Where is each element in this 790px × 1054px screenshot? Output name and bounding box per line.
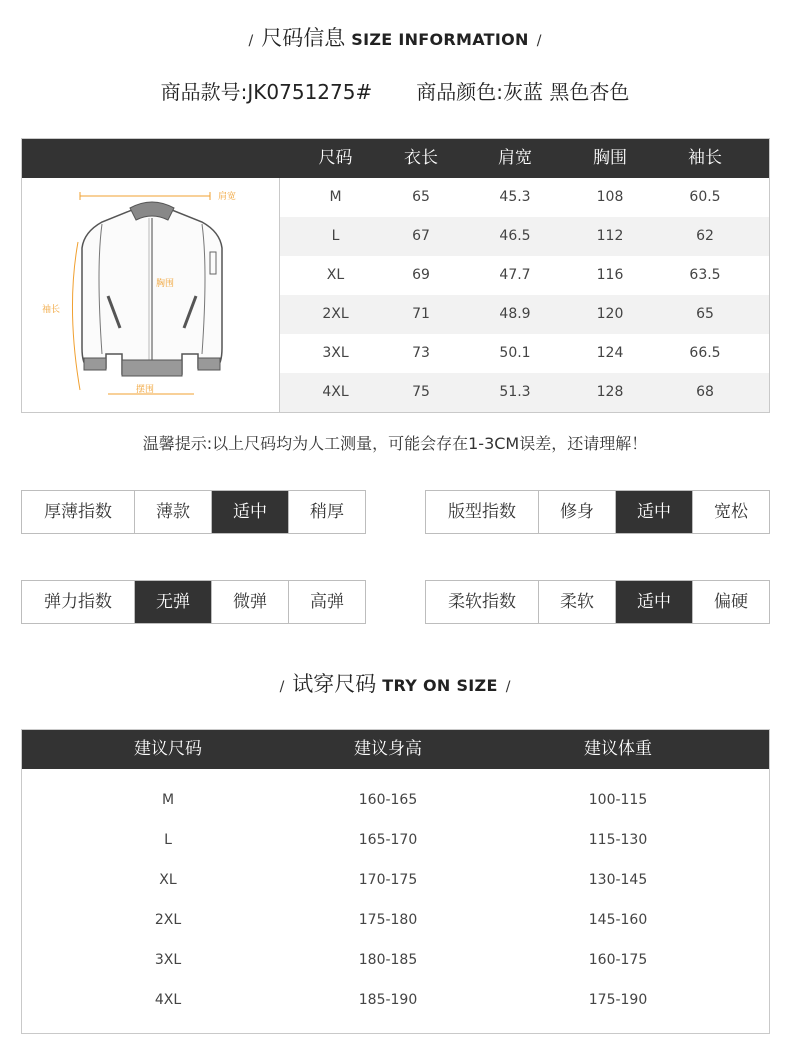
header-suggest-height: 建议身高 [354, 739, 422, 759]
softness-index [425, 580, 770, 624]
size-table-header [22, 139, 769, 178]
header-chest: 胸围 [593, 148, 627, 168]
fit-option-slim: 修身 [539, 491, 616, 533]
measurement-note: 温馨提示:以上尺码均为人工测量，可能会存在1-3CM误差，还请理解！ [142, 434, 648, 453]
try-on-table-header [22, 730, 769, 769]
thickness-option-thin: 薄款 [135, 491, 212, 533]
softness-option-medium: 适中 [616, 581, 693, 623]
softness-option-soft: 柔软 [539, 581, 616, 623]
size-row: 3XL 73 50.1 124 66.5 [322, 345, 721, 361]
fit-option-loose: 宽松 [714, 502, 748, 522]
header-shoulder: 肩宽 [498, 148, 532, 168]
try-on-title-en: TRY ON SIZE [382, 676, 498, 695]
header-sleeve: 袖长 [688, 148, 722, 168]
product-model: 商品款号:JK0751275# [160, 80, 373, 104]
product-info [0, 76, 790, 105]
header-suggest-size: 建议尺码 [134, 739, 202, 759]
size-row: 4XL 75 51.3 128 68 [280, 373, 769, 412]
elastic-option-high: 高弹 [310, 592, 344, 612]
try-on-table [21, 729, 770, 1034]
try-on-row: 3XL 180-185 160-175 [154, 952, 648, 968]
thickness-index-label: 厚薄指数 [22, 491, 135, 533]
label-hem: 摆围 [136, 385, 155, 395]
label-sleeve: 袖长 [42, 305, 61, 315]
header-length: 衣长 [404, 148, 438, 168]
elastic-index-label: 弹力指数 [22, 581, 135, 623]
size-info-title-cn: 尺码信息 [261, 26, 346, 50]
softness-option-hard: 偏硬 [714, 592, 748, 612]
elastic-option-slight: 微弹 [212, 581, 289, 623]
try-on-title-cn: 试穿尺码 [292, 672, 377, 696]
product-color: 商品颜色:灰蓝 黑色杏色 [416, 80, 630, 104]
size-row: L 67 46.5 112 62 [280, 217, 769, 256]
try-on-row: L 165-170 115-130 [164, 832, 648, 848]
elastic-option-none: 无弹 [135, 581, 212, 623]
try-on-row: 4XL 185-190 175-190 [154, 992, 648, 1008]
try-on-title: / 试穿尺码 TRY ON SIZE / [279, 672, 511, 696]
fit-index [425, 490, 770, 534]
bomber-jacket-icon [22, 178, 279, 412]
thickness-index [21, 490, 366, 534]
fit-option-regular: 适中 [616, 491, 693, 533]
thickness-option-medium: 适中 [212, 491, 289, 533]
size-row: 2XL 71 48.9 120 65 [280, 295, 769, 334]
size-row: XL 69 47.7 116 63.5 [326, 267, 721, 283]
try-on-row: M 160-165 100-115 [161, 792, 648, 808]
thickness-option-thick: 稍厚 [310, 502, 344, 522]
label-chest: 胸围 [156, 279, 175, 289]
header-size: 尺码 [318, 148, 353, 168]
jacket-diagram [22, 178, 280, 412]
size-info-title: / 尺码信息 SIZE INFORMATION / [248, 26, 542, 50]
fit-index-label: 版型指数 [426, 491, 539, 533]
try-on-row: 2XL 175-180 145-160 [154, 912, 648, 928]
size-row: M 65 45.3 108 60.5 [329, 189, 721, 205]
try-on-row: XL 170-175 130-145 [159, 872, 648, 888]
size-table [21, 138, 770, 413]
elastic-index [21, 580, 366, 624]
header-suggest-weight: 建议体重 [584, 739, 652, 759]
label-shoulder: 肩宽 [218, 192, 237, 202]
softness-index-label: 柔软指数 [426, 581, 539, 623]
size-info-title-en: SIZE INFORMATION [351, 30, 529, 49]
